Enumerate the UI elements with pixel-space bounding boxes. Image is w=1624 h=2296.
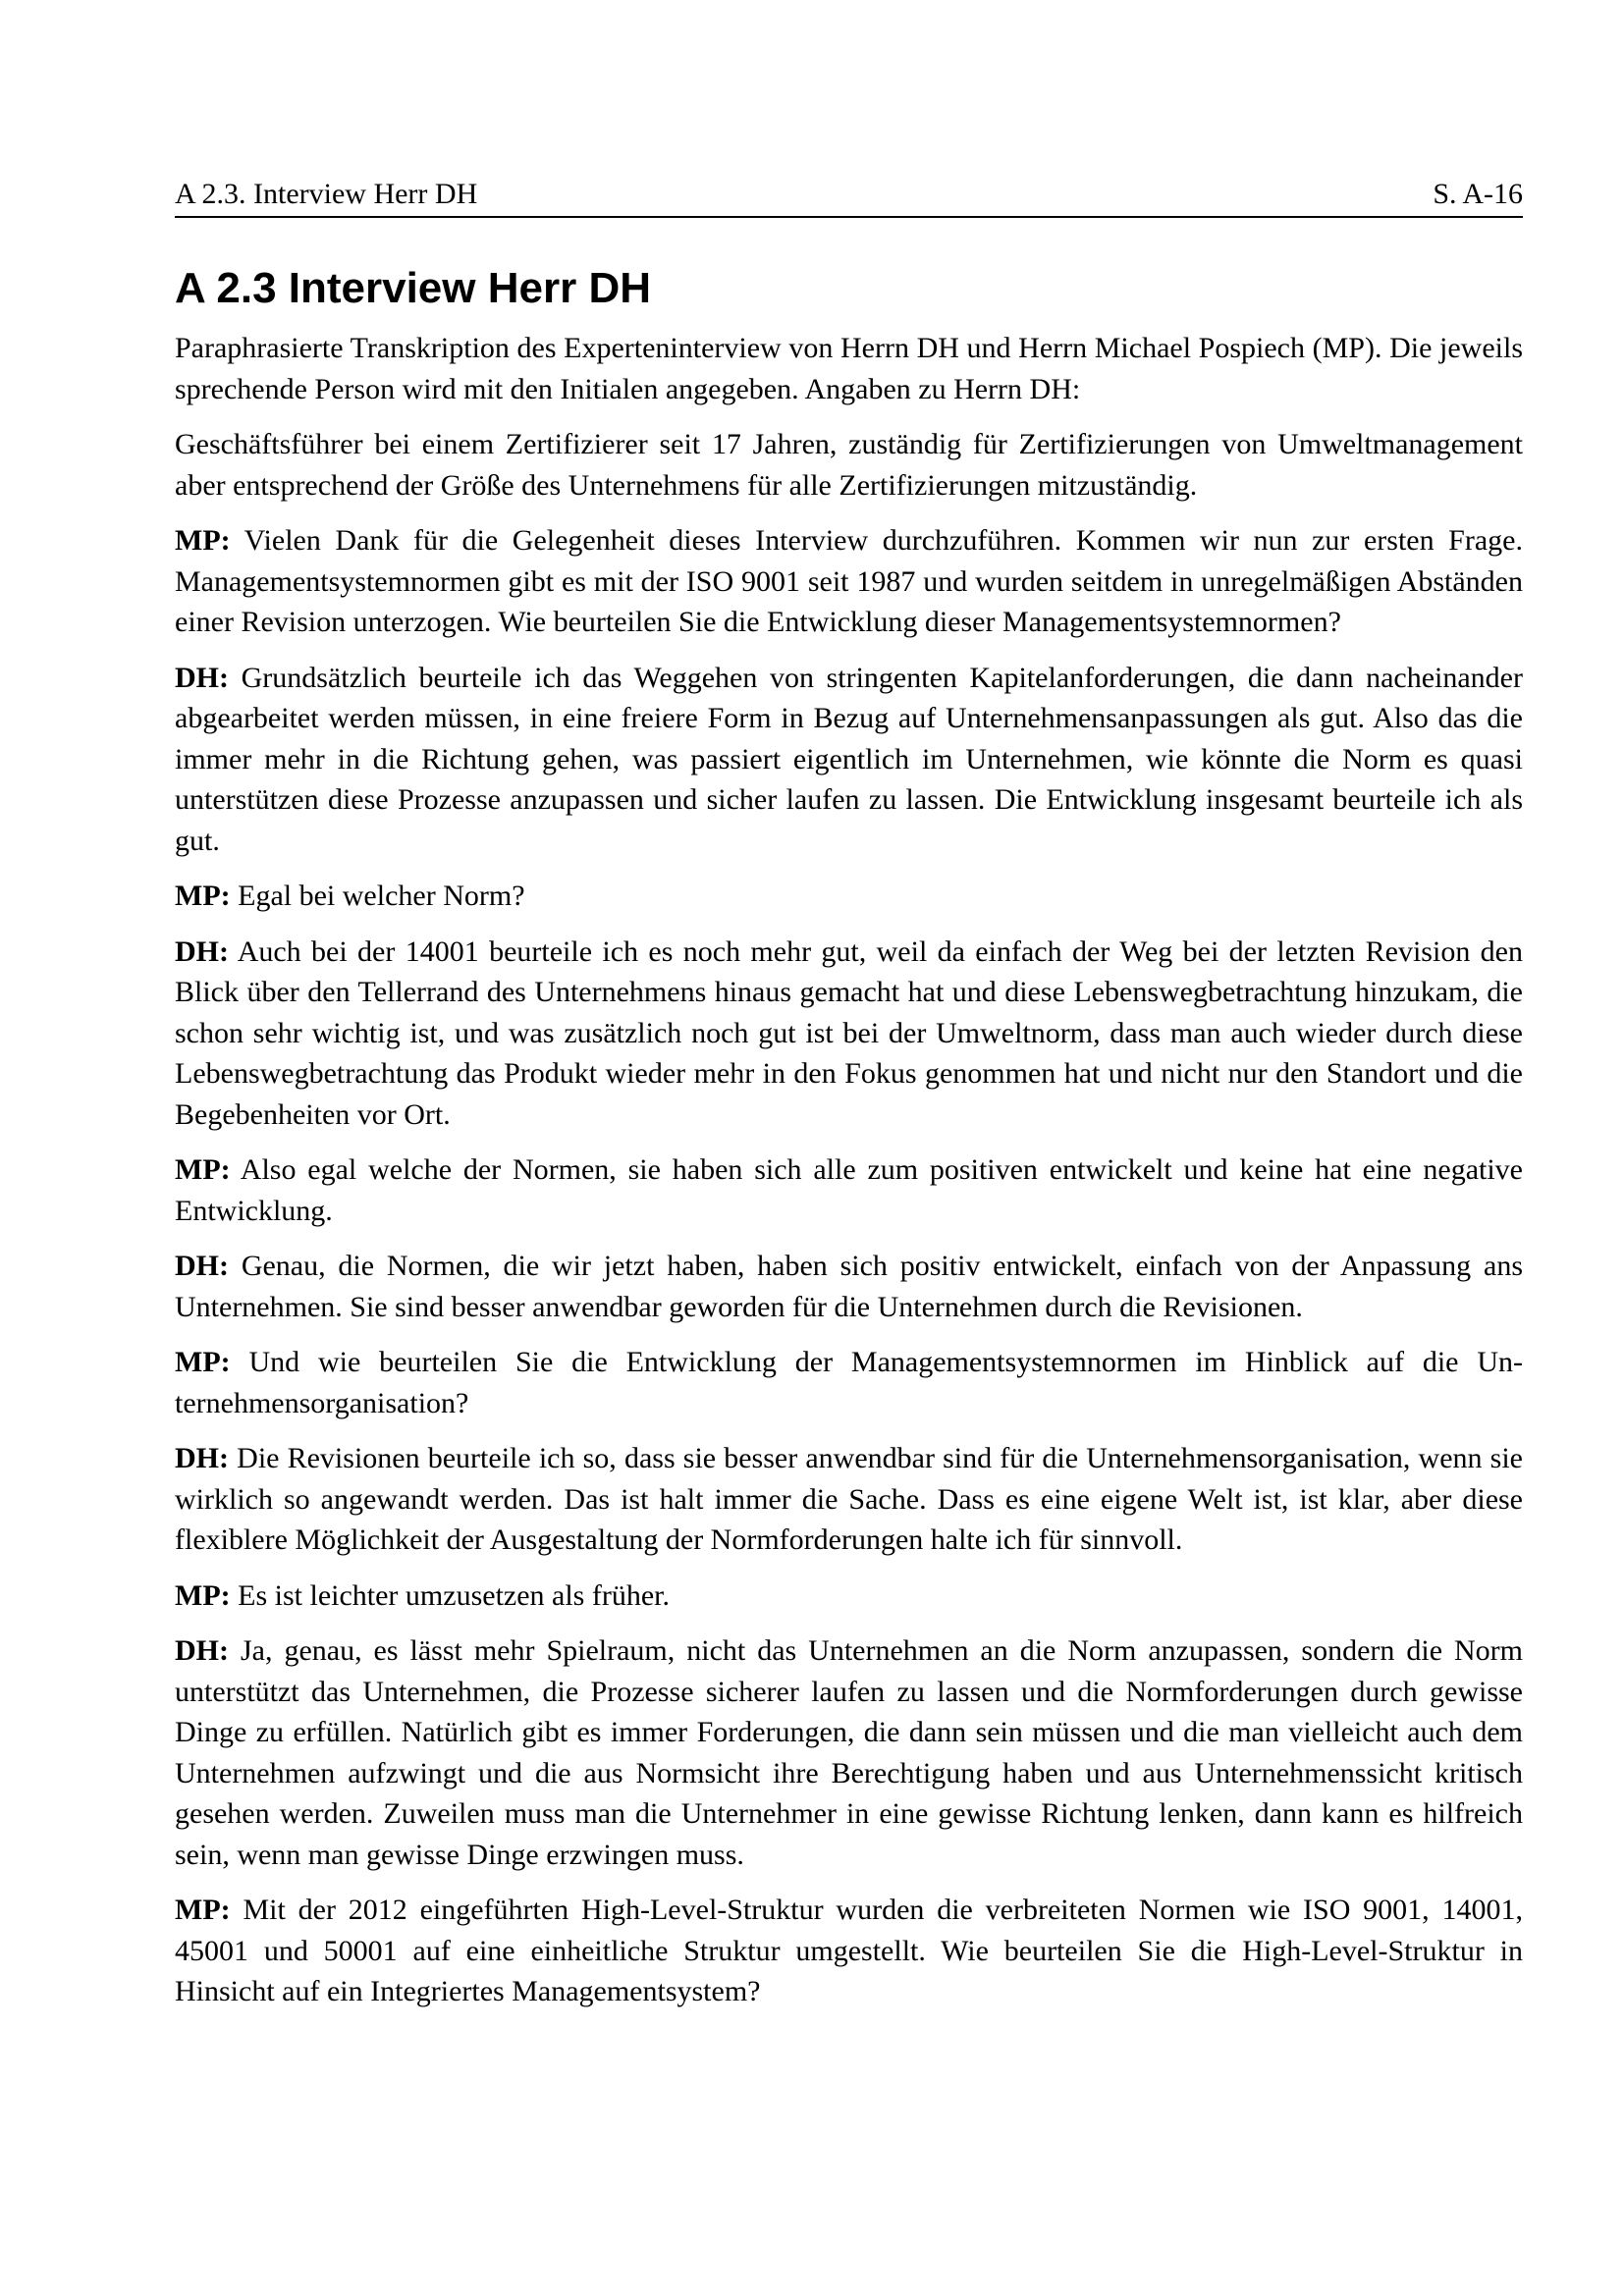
utterance-text: Mit der 2012 eingeführten High-Level-Struktur wurden die verbreiteten Normen wie ISO 9001, 14001, 45001 und 50001 auf eine einheitliche Struktur umgestellt. Wie beurteilen Sie die High-Level-Struktur in Hinsicht auf ein Integriertes Managementsystem? [175, 1894, 1523, 2007]
utterance-text: Und wie beurteilen Sie die Entwicklung der Managementsystemnormen im Hinblick auf die Unternehmensorganisation? [175, 1346, 1523, 1419]
speaker-label: DH: [175, 1442, 229, 1474]
dialogue-turn [175, 876, 1523, 917]
speaker-label: DH: [175, 661, 229, 694]
speaker-label: DH: [175, 1634, 229, 1667]
speaker-label: MP: [175, 1578, 231, 1612]
page-number: S. A-16 [1433, 178, 1523, 210]
speaker-label: MP: [175, 1153, 231, 1186]
utterance-text: Genau, die Normen, die wir jetzt haben, haben sich positiv entwickelt, einfach von der Anpassung ans Unternehmen. Sie sind besser anwendbar geworden für die Unternehmen durch die Revisionen. [175, 1250, 1523, 1323]
dialogue-turn [175, 658, 1523, 862]
dialogue-turn [175, 1342, 1523, 1423]
dialogue-turn [175, 1149, 1523, 1231]
dialogue-turn [175, 520, 1523, 643]
speaker-label: MP: [175, 1346, 231, 1378]
dialogue-turn [175, 1890, 1523, 2012]
utterance-text: Die Revisionen beurteile ich so, dass sie besser anwendbar sind für die Unternehmensorganisation, wenn sie wirklich so angewandt werden. Das ist halt immer die Sache. Dass es eine eigene Welt ist, ist klar, aber diese flexiblere Möglichkeit der Ausgestaltung der Normforderungen halte ich für sinnvoll. [175, 1442, 1523, 1556]
speaker-label: MP: [175, 524, 231, 557]
intro-paragraph: Paraphrasierte Transkription des Experteninterview von Herrn DH und Herrn Michael Pospiech (MP). Die jeweils sprechende Person wird mit den Initialen angegeben. Angaben zu Herrn DH: [175, 332, 1523, 405]
speaker-label: MP: [175, 880, 231, 912]
utterance-text: Auch bei der 14001 beurteile ich es noch mehr gut, weil da einfach der Weg bei der letzten Revision den Blick über den Tellerrand des Unternehmens hinaus gemacht hat und diese Lebenswegbetrachtung hinzukam, die schon sehr wichtig ist, und was zusätzlich noch gut ist bei der Umweltnorm, dass man auch wieder durch diese Lebenswegbetrachtung das Produkt wieder mehr in den Fokus genommen hat und nicht nur den Standort und die Begebenheiten vor Ort. [175, 934, 1523, 1131]
dialogue-turn [175, 932, 1523, 1136]
dialogue-turn [175, 1630, 1523, 1875]
page-content [175, 263, 1523, 2027]
utterance-text: Vielen Dank für die Gelegenheit dieses Interview durchzuführen. Kommen wir nun zur ersten Frage. Managementsystemnormen gibt es mit der ISO 9001 seit 1987 und wurden seitdem in unregelmäßigen Abständen einer Revision unterzogen. Wie beurteilen Sie die Entwicklung dieser Managementsystemnormen? [175, 524, 1523, 638]
utterance-text: Also egal welche der Normen, sie haben sich alle zum positiven entwickelt und keine hat eine negative Entwicklung. [175, 1153, 1523, 1227]
dialogue-turn [175, 1438, 1523, 1561]
utterance-text: Grundsätzlich beurteile ich das Weggehen von stringenten Kapitelanforderungen, die dann nacheinander abgearbeitet werden müssen, in eine freiere Form in Bezug auf Unternehmensanpassungen als gut. Also das die immer mehr in die Richtung gehen, was passiert eigentlich im Unternehmen, wie könnte die Norm es quasi unterstützen diese Prozesse anzupassen und sicher laufen zu lassen. Die Entwicklung insgesamt beurteile ich als gut. [175, 661, 1523, 857]
utterance-text: Egal bei welcher Norm? [230, 880, 525, 912]
page-header [175, 177, 1523, 218]
speaker-label: MP: [175, 1894, 231, 1926]
dialogue-turn [175, 1246, 1523, 1327]
speaker-label: DH: [175, 1250, 229, 1282]
section-title: A 2.3 Interview Herr DH [175, 264, 651, 312]
speaker-label: DH: [175, 934, 229, 968]
intro-paragraph: Geschäftsführer bei einem Zertifizierer seit 17 Jahren, zuständig für Zertifizierungen von Umweltmanagement aber entsprechend der Größe des Unternehmens für alle Zertifizierungen mitzuständig. [175, 428, 1523, 502]
dialogue-turn [175, 1575, 1523, 1617]
utterance-text: Ja, genau, es lässt mehr Spielraum, nicht das Unternehmen an die Norm anzupassen, sondern die Norm unterstützt das Unternehmen, die Prozesse sicherer laufen zu lassen und die Normforderungen durch gewisse Dinge zu erfüllen. Natürlich gibt es immer Forderungen, die dann sein müssen und die man vielleicht auch dem Unternehmen aufzwingt und die aus Normsicht ihre Berechtigung haben und aus Unternehmenssicht kritisch gesehen werden. Zuweilen muss man die Unternehmer in eine gewisse Richtung lenken, dann kann es hilfreich sein, wenn man gewisse Dinge erzwingen muss. [175, 1634, 1523, 1871]
running-header-title: A 2.3. Interview Herr DH [175, 178, 478, 210]
utterance-text: Es ist leichter umzusetzen als früher. [230, 1578, 670, 1612]
